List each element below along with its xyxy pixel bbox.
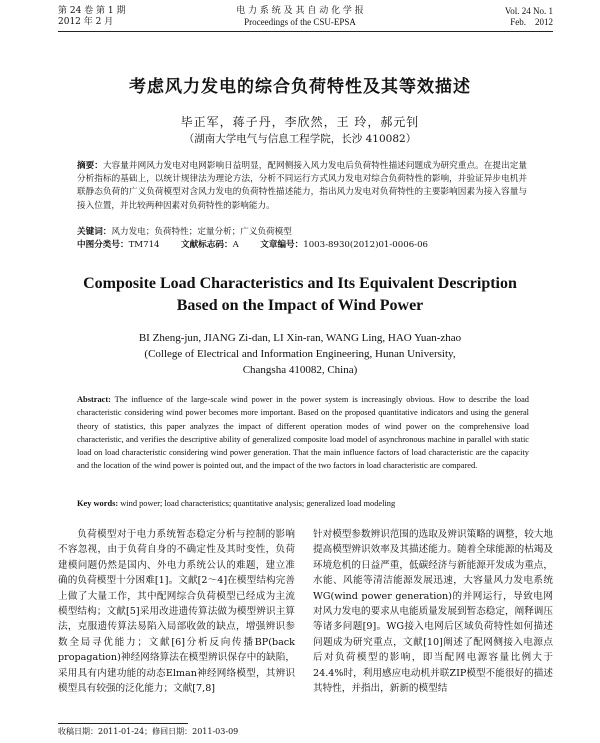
abstract-en-label: Abstract: <box>77 395 111 404</box>
paper-title-cn: 考虑风力发电的综合负荷特性及其等效描述 <box>129 77 471 97</box>
doc-code-label: 文献标志码： <box>180 240 233 250</box>
journal-name-en: Proceedings of the CSU-EPSA <box>244 17 356 27</box>
clc-label: 中图分类号： <box>77 240 129 250</box>
journal-name-cn: 电 力 系 统 及 其 自 动 化 学 报 <box>236 6 364 16</box>
abstract-cn <box>77 160 527 213</box>
article-id-label: 文章编号： <box>260 240 304 250</box>
abstract-en <box>77 393 529 473</box>
keywords-cn-text: 风力发电；负荷特性；定量分析；广义负荷模型 <box>111 227 292 237</box>
clc-value: TM714 <box>128 240 160 250</box>
journal-date-cn: 2012 年 2 月 <box>58 17 114 27</box>
body-column-right: 针对模型参数辨识范围的选取及辨识策略的调整，较大地提高模型辨识效率及其描述能力。随着全球能源的枯竭及环境危机的日益严重，低碳经济与新能源开发成为重点，水能、风能等清洁能源发展迅速，大容量风力发电系统WG(wind power generation)的并网运行，导致电网对风力发电的要求从电能质量发展到暂态稳定，阐释调压等诸多问题[9]。WG接入电网后区域负荷特性如何描述问题成为研究重点，文献[10]阐述了配网侧接入电源点后对负荷模型的影响，即当配网电源容量比例大于24.4%时，利用感应电动机并联ZIP模型不能很好的描述其特性，并指出，新新的模型结 <box>313 529 553 695</box>
classification-cn <box>77 239 527 252</box>
authors-en: BI Zheng-jun, JIANG Zi-dan, LI Xin-ran, WANG Ling, HAO Yuan-zhao <box>138 332 462 344</box>
affiliation-cn: （湖南大学电气与信息工程学院，长沙 410082） <box>183 133 417 145</box>
abstract-cn-text: 大容量并网风力发电对电网影响日益明显，配网侧接入风力发电后负荷特性描述问题成为研究重点。在提出定量分析指标的基础上，以统计规律法为理论方法，分析不同运行方式风力发电对综合负荷特性的影响，并验证异步电机并联静态负荷的广义负荷模型对含风力发电的负荷特性描述能力，指出风力发电对负荷特性的主要影响因素为接入容量与接入位置，并比较两种因素对负荷特性的影响能力。 <box>77 161 527 211</box>
journal-volume-en: Vol. 24 No. 1 <box>504 6 553 16</box>
authors-cn: 毕正军，蒋子丹，李欣然，王 玲，郝元钊 <box>180 115 420 129</box>
keywords-en-label: Key words: <box>77 499 119 508</box>
keywords-en-text: wind power; load characteristics; quantitative analysis; generalized load modeling <box>120 499 396 508</box>
keywords-cn-label: 关键词： <box>77 227 112 237</box>
body-column-left: 负荷模型对于电力系统暂态稳定分析与控制的影响不容忽视，由于负荷自身的不确定性及其时变性，负荷建模问题仍然是国内、外电力系统公认的难题，建立准确的负荷模型十分困难[1]。文献[2～4]在模型结构完善上做了大量工作，其中配网综合负荷模型已经成为主流模型结构；文献[5]采用改进遗传算法做为模型辨识主算法，克服遗传算法易陷入局部收敛的缺点，增强辨识参数全局寻优能力；文献[6]分析反向传播BP(back propagation)神经网络算法在模型辨识保存中的缺陷，采用具有内建功能的动态Elman神经网络模型，其辨识模型具有较强的泛化能力；文献[7,8] <box>58 529 295 695</box>
journal-volume-cn: 第 24 卷 第 1 期 <box>58 6 126 16</box>
affiliation-en-line2: Changsha 410082, China) <box>242 364 358 376</box>
affiliation-en-line1: (College of Electrical and Information Engineering, Hunan University, <box>144 348 456 360</box>
footer-rule <box>58 723 188 724</box>
received-date: 收稿日期：2011-01-24；修回日期：2011-03-09 <box>58 727 239 736</box>
keywords-en <box>77 497 529 510</box>
journal-date-en: Feb. 2012 <box>510 17 553 27</box>
abstract-cn-label: 摘要： <box>77 161 103 171</box>
article-id-value: 1003-8930(2012)01-0006-06 <box>303 240 429 250</box>
doc-code-value: A <box>232 240 239 250</box>
abstract-en-text: The influence of the large-scale wind power in the power system is increasingly obvious. How to describe the load characteristic considering wind power becomes more important. Based on the proposed quantitative indicators and using the general theory of statistics, this paper analyzes the impact of different operation modes of wind power on the comprehensive load characteristic, and verifies the descriptive ability of generalized composite load model of asynchronous machine in parallel with static load on load characteristic considering wind power generation. That the main influence factors of load characteristic are the capacity and the location of the wind power is pointed out, and the impact of the two factors in load characteristic are compared. <box>77 395 529 471</box>
header-rule <box>58 31 553 32</box>
keywords-cn <box>77 226 527 239</box>
paper-title-en-line1: Composite Load Characteristics and Its Equivalent Description <box>83 275 517 292</box>
paper-title-en-line2: Based on the Impact of Wind Power <box>176 297 424 314</box>
